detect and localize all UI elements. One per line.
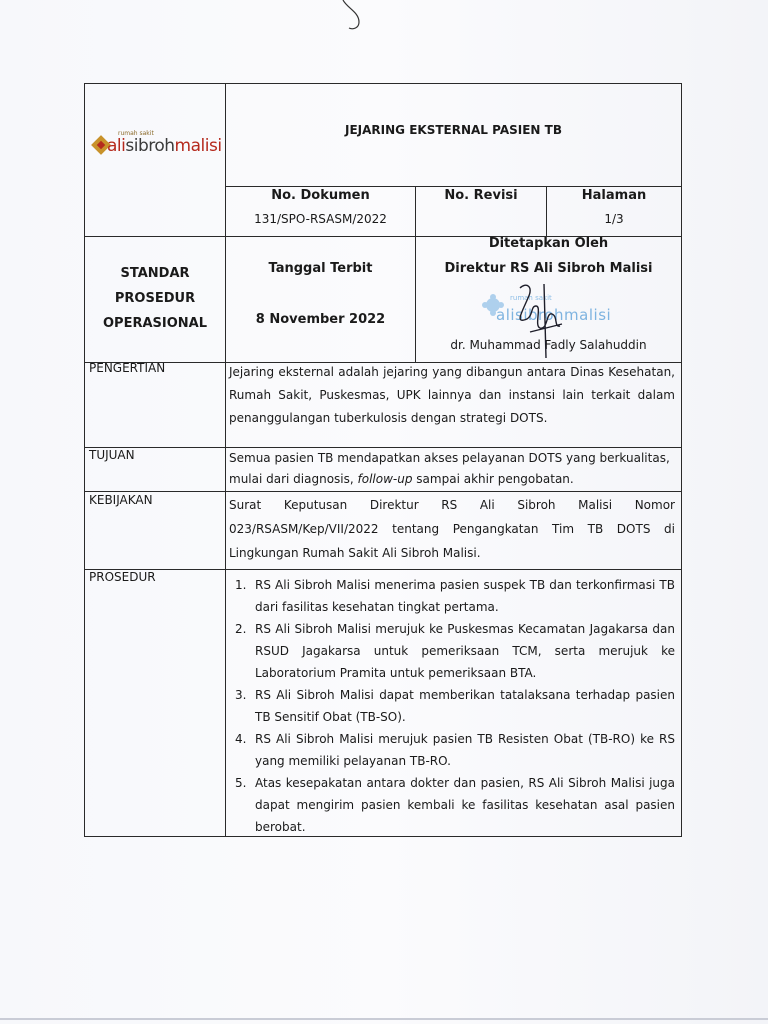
approved-by-label: Ditetapkan Oleh — [488, 236, 609, 251]
prosedur-list-container — [235, 574, 675, 838]
prosedur-item-number: 2. — [235, 622, 247, 636]
prosedur-item-text: RS Ali Sibroh Malisi menerima pasien suspek TB dan terkonfirmasi TB dari fasilitas kesehatan tingkat pertama. — [255, 578, 675, 614]
prosedur-item-number: 1. — [235, 578, 247, 592]
issue-date-value: 8 November 2022 — [255, 312, 386, 327]
document-title: JEJARING EKSTERNAL PASIEN TB — [345, 123, 562, 137]
sop-table — [84, 83, 682, 837]
prosedur-label: PROSEDUR — [89, 570, 156, 584]
prosedur-item-number: 4. — [235, 732, 247, 746]
pengertian-text: Jejaring eksternal adalah jejaring yang dibangun antara Dinas Kesehatan, Rumah Sakit, Puskesmas, UPK lainnya dan instansi lain terkait dalam penanggulangan tuberkulosis dengan strategi DOTS. — [229, 365, 675, 425]
kebijakan-label: KEBIJAKAN — [89, 493, 153, 507]
prosedur-item-text: Atas kesepakatan antara dokter dan pasien, RS Ali Sibroh Malisi juga dapat mengirim pasien kembali ke fasilitas kesehatan asal pasien berobat. — [255, 776, 675, 834]
issue-date-label: Tanggal Terbit — [268, 261, 373, 276]
logo-wordmark: alisibrohmalisi — [107, 136, 222, 156]
prosedur-item — [235, 574, 675, 618]
approver-title: Direktur RS Ali Sibroh Malisi — [444, 261, 653, 276]
signatory-name: dr. Muhammad Fadly Salahuddin — [450, 338, 647, 352]
prosedur-item — [235, 728, 675, 772]
doc-number-label: No. Dokumen — [271, 188, 370, 203]
logo-subtitle: rumah sakit — [118, 130, 154, 137]
stamp-wordmark: alisibrohmalisi — [496, 306, 612, 324]
prosedur-item-text: RS Ali Sibroh Malisi dapat memberikan tatalaksana terhadap pasien TB Sensitif Obat (TB-SO). — [255, 688, 675, 724]
prosedur-item-text: RS Ali Sibroh Malisi merujuk pasien TB Resisten Obat (TB-RO) ke RS yang memiliki pelayanan TB-RO. — [255, 732, 675, 768]
page-bottom-edge — [0, 1018, 768, 1020]
prosedur-item — [235, 772, 675, 838]
prosedur-item-text: RS Ali Sibroh Malisi merujuk ke Puskesmas Kecamatan Jagakarsa dan RSUD Jagakarsa untuk pemeriksaan TCM, serta merujuk ke Laboratorium Pramita untuk pemeriksaan BTA. — [255, 622, 675, 680]
kebijakan-text: Surat Keputusan Direktur RS Ali Sibroh Malisi Nomor 023/RSASM/Kep/VII/2022 tentang Pengangkatan Tim TB DOTS di Lingkungan Rumah Sakit Ali Sibroh Malisi. — [229, 498, 675, 560]
prosedur-item — [235, 618, 675, 684]
page-label: Halaman — [581, 188, 647, 203]
tujuan-text: Semua pasien TB mendapatkan akses pelayanan DOTS yang berkualitas, mulai dari diagnosis, follow-up sampai akhir pengobatan. — [229, 451, 670, 486]
tujuan-label: TUJUAN — [89, 448, 135, 462]
revision-label: No. Revisi — [444, 188, 518, 203]
doc-number-value: 131/SPO-RSASM/2022 — [254, 212, 387, 226]
prosedur-item-number: 5. — [235, 776, 247, 790]
page-value: 1/3 — [604, 212, 624, 226]
sop-heading: STANDAR PROSEDUR OPERASIONAL — [102, 266, 207, 331]
prosedur-item-number: 3. — [235, 688, 247, 702]
stamp-subtitle: rumah sakit — [510, 294, 552, 302]
paper-clip-icon — [337, 0, 367, 34]
pengertian-label: PENGERTIAN — [89, 361, 166, 375]
signature-icon — [500, 276, 590, 366]
prosedur-list — [235, 574, 675, 838]
prosedur-item — [235, 684, 675, 728]
